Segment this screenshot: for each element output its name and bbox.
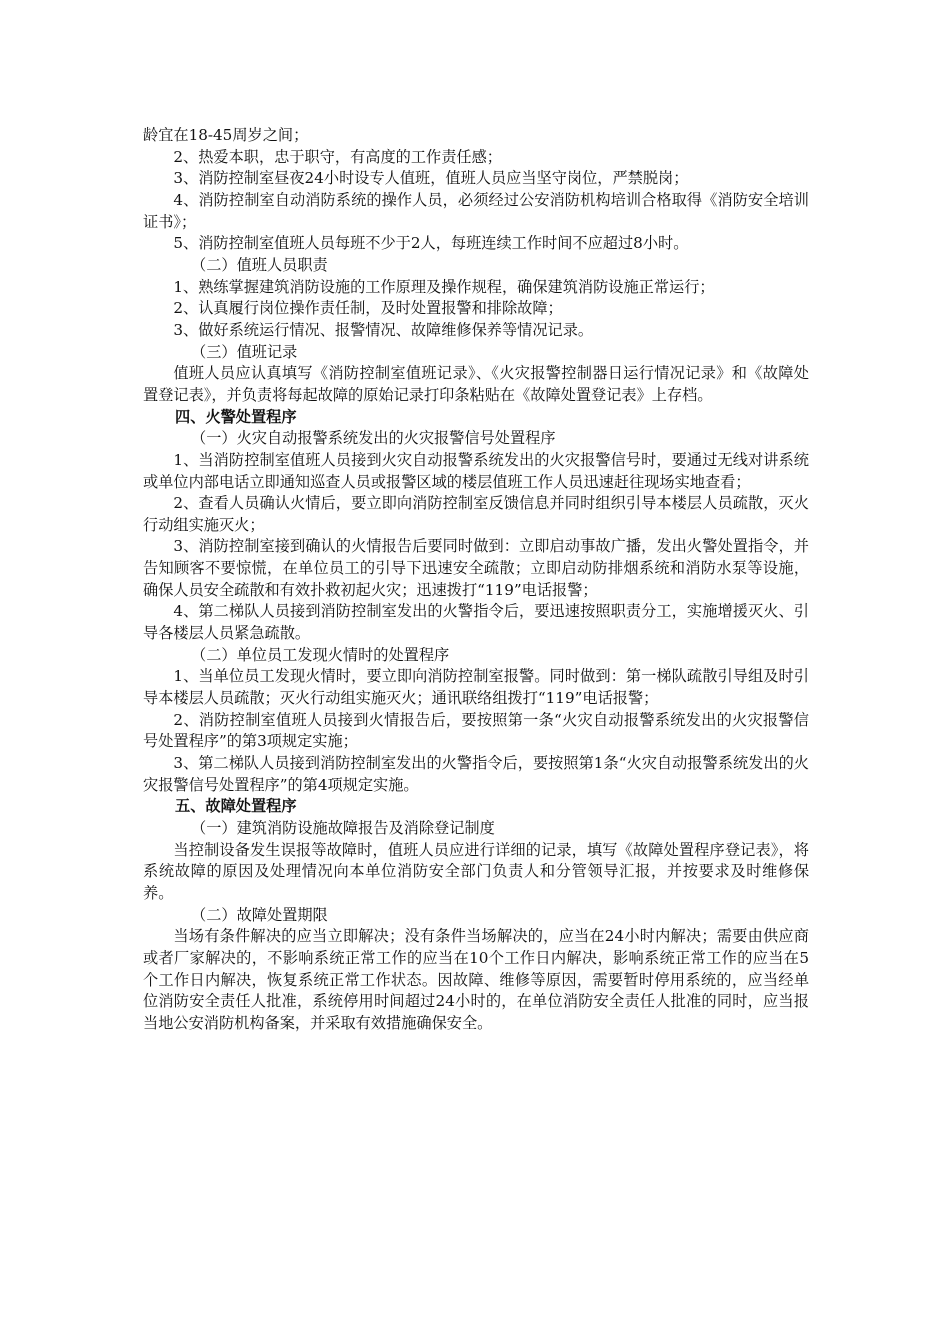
paragraph-requirement-2: 2、热爱本职，忠于职守，有高度的工作责任感； <box>173 147 502 166</box>
paragraph-duty-records: 值班人员应认真填写《消防控制室值班记录》、《火灾报警控制器日运行情况记录》和《故障处置登记表》，并负责将每起故障的原始记录打印条粘贴在《故障处置登记表》上存档。 <box>143 364 809 404</box>
paragraph-requirement-5: 5、消防控制室值班人员每班不少于2人，每班连续工作时间不应超过8小时。 <box>173 234 689 253</box>
subheading-fault-report-system: （一）建筑消防设施故障报告及消除登记制度 <box>191 819 495 837</box>
subheading-fault-deadline: （二）故障处置期限 <box>191 905 328 924</box>
paragraph-requirement-3: 3、消防控制室昼夜24小时设专人值班，值班人员应当坚守岗位，严禁脱岗； <box>173 169 689 188</box>
subheading-duty-responsibilities: （二）值班人员职责 <box>191 255 328 274</box>
paragraph-requirement-4: 4、消防控制室自动消防系统的操作人员，必须经过公安消防机构培训合格取得《消防安全培训证书》； <box>143 190 809 231</box>
paragraph-staff-discovery-3: 3、第二梯队人员接到消防控制室发出的火警指令后，要按照第1条“火灾自动报警系统发出的火灾报警信号处置程序”的第4项规定实施。 <box>143 754 809 794</box>
subheading-duty-records: （三）值班记录 <box>191 342 298 361</box>
paragraph-responsibility-2: 2、认真履行岗位操作责任制，及时处置报警和排除故障； <box>173 299 563 318</box>
paragraph-staff-discovery-1: 1、当单位员工发现火情时，要立即向消防控制室报警。同时做到：第一梯队疏散引导组及时引导本楼层人员疏散；灭火行动组实施灭火；通讯联络组拨打“119”电话报警； <box>143 667 809 708</box>
subheading-auto-alarm-procedure: （一）火灾自动报警系统发出的火灾报警信号处置程序 <box>191 429 556 448</box>
paragraph-auto-alarm-4: 4、第二梯队人员接到消防控制室发出的火警指令后，要迅速按照职责分工，实施增援灭火、引导各楼层人员紧急疏散。 <box>143 602 809 643</box>
subheading-staff-discovery-procedure: （二）单位员工发现火情时的处置程序 <box>191 645 450 664</box>
paragraph-auto-alarm-1: 1、当消防控制室值班人员接到火灾自动报警系统发出的火灾报警信号时，要通过无线对讲系统或单位内部电话立即通知巡查人员或报警区域的楼层值班工作人员迅速赶往现场实地查看； <box>143 450 809 491</box>
paragraph-responsibility-3: 3、做好系统运行情况、报警情况、故障维修保养等情况记录。 <box>173 320 594 339</box>
paragraph-auto-alarm-3: 3、消防控制室接到确认的火情报告后要同时做到：立即启动事故广播，发出火警处置指令，并告知顾客不要惊慌，在单位员工的引导下迅速安全疏散；立即启动防排烟系统和消防水泵等设施，确保人员安全疏散和有效扑救初起火灾；迅速拨打“119”电话报警； <box>143 537 809 599</box>
paragraph-responsibility-1: 1、熟练掌握建筑消防设施的工作原理及操作规程，确保建筑消防设施正常运行； <box>173 277 715 296</box>
paragraph-fault-report: 当控制设备发生误报等故障时，值班人员应进行详细的记录，填写《故障处置程序登记表》，将系统故障的原因及处理情况向本单位消防安全部门负责人和分管领导汇报，并按要求及时维修保养。 <box>143 840 809 902</box>
paragraph-age-requirement-end: 龄宜在18-45周岁之间； <box>143 126 309 144</box>
paragraph-auto-alarm-2: 2、查看人员确认火情后，要立即向消防控制室反馈信息并同时组织引导本楼层人员疏散，灭火行动组实施灭火； <box>143 494 809 534</box>
paragraph-staff-discovery-2: 2、消防控制室值班人员接到火情报告后，要按照第一条“火灾自动报警系统发出的火灾报警信号处置程序”的第3项规定实施； <box>143 710 809 751</box>
paragraph-fault-deadline: 当场有条件解决的应当立即解决；没有条件当场解决的，应当在24小时内解决；需要由供应商或者厂家解决的，不影响系统正常工作的应当在10个工作日内解决，影响系统正常工作的应当在5个工作日内解决，恢复系统正常工作状态。因故障、维修等原因，需要暂时停用系统的，应当经单位消防安全责任人批准，系统停用时间超过24小时的，在单位消防安全责任人批准的同时，应当报当地公安消防机构备案，并采取有效措施确保安全。 <box>143 927 809 1032</box>
section-heading-fault-procedure: 五、故障处置程序 <box>175 797 297 816</box>
section-heading-fire-alarm-procedure: 四、火警处置程序 <box>175 407 297 426</box>
document-body <box>143 125 809 1035</box>
